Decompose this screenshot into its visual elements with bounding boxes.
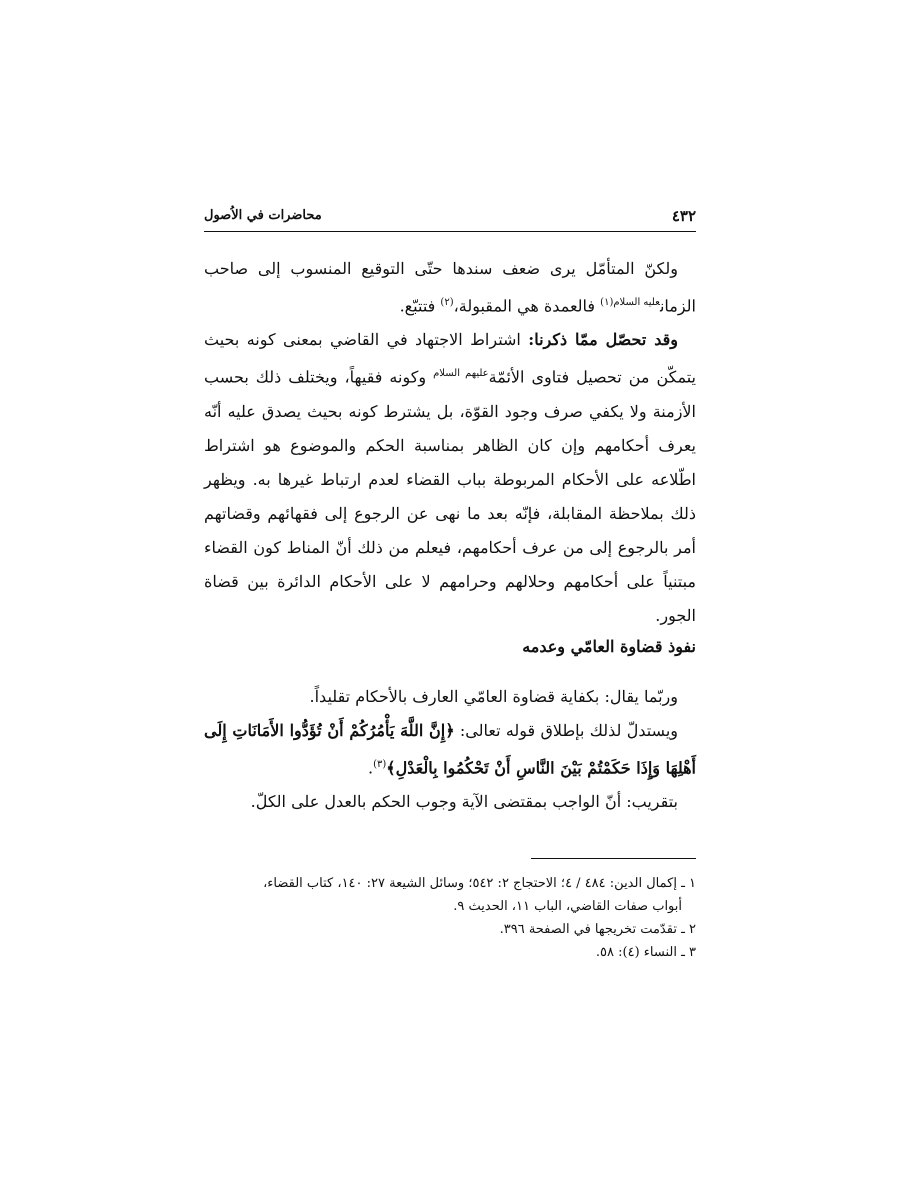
footnote-ref-3: (٣)	[373, 759, 387, 770]
quran-verse: ﴿إِنَّ اللَّهَ يَأْمُرُكُمْ أَنْ تُؤَدُّوا الأَمَانَاتِ إِلَى أَهْلِهَا وَإِذَا حَكَمْتُمْ بَيْنَ النَّاسِ أَنْ تَحْكُمُوا بِالْعَدْلِ﴾	[204, 721, 696, 778]
section-paragraph-1: وربّما يقال: بكفاية قضاوة العامّي العارف بالأحكام تقليداً.	[309, 687, 678, 706]
honorific-2: عليهم السلام	[433, 368, 489, 380]
section-paragraph-2-end: .	[367, 758, 374, 778]
running-header	[204, 205, 696, 232]
page-number: ٤٣٢	[671, 207, 696, 225]
paragraph-1-after: فالعمدة هي المقبولة،	[453, 296, 601, 316]
main-text	[204, 252, 696, 633]
paragraph-2-lead: وقد تحصّل ممّا ذكرنا:	[528, 330, 678, 350]
footnote-1-continuation: أبواب صفات القاضي، الباب ١١، الحديث ٩.	[453, 899, 682, 914]
section-paragraph-2	[204, 714, 696, 785]
footnote-divider	[531, 858, 696, 859]
section-paragraph-3: بتقريب: أنّ الواجب بمقتضى الآية وجوب الحكم بالعدل على الكلّ.	[250, 792, 678, 812]
footnote-ref-1: (١)	[600, 297, 614, 308]
section-heading: نفوذ قضاوة العامّي وعدمه	[522, 637, 696, 656]
paragraph-1-text: ولكنّ المتأمّل يرى ضعف سندها حتّى التوقيع المنسوب إلى صاحب الزمان	[204, 259, 696, 316]
paragraph-2-rest: وكونه فقيهاً، ويختلف ذلك بحسب الأزمنة ولا يكفي صرف وجود القوّة، بل يشترط كونه بحيث يصدق عليه أنّه يعرف أحكامهم وإن كان الظاهر بمناسبة الحكم والموضوع هو اشتراط اطّلاعه على الأحكام المربوطة بباب القضاء لعدم ارتباط غيرها به. ويظهر ذلك بملاحظة المقابلة، فإنّه بعد ما نهى عن الرجوع إلى فقهائهم وقضاتهم أمر بالرجوع إلى من عرف أحكامهم، فيعلم من ذلك أنّ المناط كون القضاء مبتنياً على أحكامهم وحلالهم وحرامهم لا على الأحكام الدائرة بين قضاة الجور.	[204, 367, 696, 625]
footnote-3: ٣ ـ النساء (٤): ٥٨.	[595, 945, 696, 960]
running-title: محاضرات في الاُصول	[204, 208, 322, 223]
paragraph-2	[204, 323, 696, 632]
paragraph-1	[204, 252, 696, 323]
footnote-2: ٢ ـ تقدّمت تخريجها في الصفحة ٣٩٦.	[499, 922, 696, 937]
footnote-1: ١ ـ إكمال الدين: ٤٨٤ / ٤؛ الاحتجاج ٢: ٥٤٢؛ وسائل الشيعة ٢٧: ١٤٠، كتاب القضاء،	[263, 876, 696, 891]
honorific-1: عليه السلام	[613, 297, 660, 308]
footnote-ref-2: (٢)	[440, 297, 454, 308]
paragraph-2-text: اشتراط الاجتهاد في القاضي بمعنى كونه بحيث يتمكّن من تحصيل فتاوى الأئمّة	[204, 330, 696, 387]
paragraph-1-end: فتتبّع.	[399, 296, 441, 316]
section-text	[204, 680, 696, 819]
footnotes	[204, 872, 696, 964]
section-paragraph-2-text: ويستدلّ لذلك بإطلاق قوله تعالى:	[454, 721, 679, 740]
